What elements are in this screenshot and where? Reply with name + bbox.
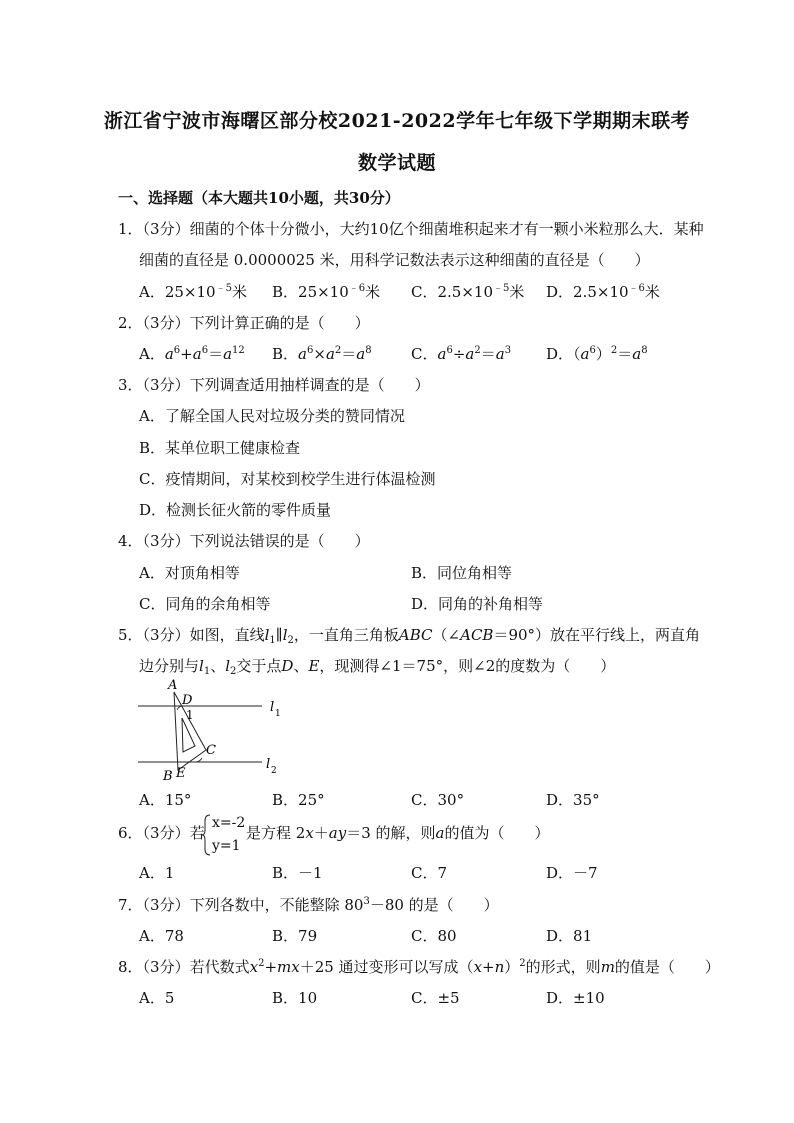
q5-option-b: B．25° <box>272 791 325 809</box>
label-c: C <box>206 743 216 758</box>
q5-option-a: A．15° <box>139 791 192 809</box>
q4-option-d: D．同角的补角相等 <box>411 595 544 613</box>
q6-stem-post: 是方程 2x＋ay＝3 的解，则a的值为（ ） <box>246 824 550 842</box>
q1-option-c: C．$2.5\times 10^{﹣5}$米 <box>411 283 525 301</box>
q7-stem: 7．（3分）下列各数中，不能整除 $80^3-80$ 的是（ ） <box>118 896 499 914</box>
q5-option-d: D．35° <box>546 791 600 809</box>
q7-option-a: A．78 <box>139 927 184 945</box>
q5-stem-line2: 边分别与$l_1$、$l_2$交于点D、E，现测得∠1＝75°，则∠2的度数为（ ） <box>139 657 616 677</box>
q6-system-eq2: y=1 <box>212 838 241 854</box>
q3-option-c: C．疫情期间，对某校到校学生进行体温检测 <box>139 470 436 488</box>
label-e: E <box>176 766 186 781</box>
q5-figure <box>130 676 300 788</box>
q8-option-d: D．±10 <box>546 989 605 1007</box>
q6-option-a: A．1 <box>139 864 175 882</box>
label-l1: l <box>270 700 275 715</box>
q4-stem: 4．（3分）下列说法错误的是（ ） <box>118 532 370 550</box>
label-1: 1 <box>186 708 194 722</box>
q3-option-b: B．某单位职工健康检查 <box>139 439 301 457</box>
q2-option-b: B．$a^6\times a^2=a^8$ <box>272 345 372 363</box>
q3-stem: 3．（3分）下列调查适用抽样调查的是（ ） <box>118 376 430 394</box>
q8-stem: 8．（3分）若代数式$x^2+mx+25$ 通过变形可以写成$(x+n)^2$的形式，则m的值是（ ） <box>118 958 720 976</box>
q1-stem-line1: 1．（3分）细菌的个体十分微小，大约10亿个细菌堆积起来才有一颗小米粒那么大．某种 <box>118 220 704 238</box>
q6-option-d: D．－7 <box>546 864 598 882</box>
q5-stem-line1: 5．（3分）如图，直线$l_1\parallel l_2$，一直角三角板ABC（∠ACB＝90°）放在平行线上，两直角 <box>118 626 701 646</box>
q1-option-d: D．$2.5\times 10^{﹣6}$米 <box>546 283 660 301</box>
q2-stem: 2．（3分）下列计算正确的是（ ） <box>118 314 370 332</box>
q8-option-b: B．10 <box>272 989 318 1007</box>
label-d: D <box>182 693 193 708</box>
q6-stem-pre: 6．（3分）若 <box>118 824 205 842</box>
q5-option-c: C．30° <box>411 791 465 809</box>
q2-option-c: C．$a^6\div a^2=a^3$ <box>411 345 512 363</box>
q8-option-c: C．±5 <box>411 989 460 1007</box>
q1-option-a: A．$25\times 10^{﹣5}$米 <box>139 283 247 301</box>
label-l2: l <box>266 757 271 772</box>
label-l2-sub: 2 <box>271 766 277 776</box>
page-title-line1: 浙江省宁波市海曙区部分校2021-2022学年七年级下学期期末联考 <box>103 110 691 132</box>
q6-option-c: C．7 <box>411 864 448 882</box>
triangle-inner <box>182 718 195 752</box>
page-title-line2: 数学试题 <box>357 152 436 174</box>
q7-option-b: B．79 <box>272 927 318 945</box>
label-l1-sub: 1 <box>275 709 281 719</box>
label-b: B <box>163 769 173 784</box>
q1-option-b: B．$25\times 10^{﹣6}$米 <box>272 283 381 301</box>
label-a: A <box>168 678 178 693</box>
q4-option-c: C．同角的余角相等 <box>139 595 271 613</box>
q4-option-b: B．同位角相等 <box>411 564 513 582</box>
q7-option-c: C．80 <box>411 927 457 945</box>
q8-option-a: A．5 <box>139 989 175 1007</box>
q6-brace <box>202 814 212 856</box>
q2-option-a: A．$a^6+a^6=a^{12}$ <box>139 345 245 363</box>
q6-system-eq1: x=-2 <box>212 815 246 831</box>
q3-option-d: D．检测长征火箭的零件质量 <box>139 501 332 519</box>
q7-option-d: D．81 <box>546 927 593 945</box>
q6-option-b: B．－1 <box>272 864 323 882</box>
q2-option-d: D．$(a^6)^2=a^8$ <box>546 345 648 363</box>
q4-option-a: A．对顶角相等 <box>139 564 240 582</box>
angle-2-arc <box>196 758 202 762</box>
q1-stem-line2: 细菌的直径是 0.0000025 米，用科学记数法表示这种细菌的直径是（ ） <box>139 251 650 269</box>
q3-option-a: A．了解全国人民对垃圾分类的赞同情况 <box>139 407 405 425</box>
section-heading: 一、选择题（本大题共10小题，共30分） <box>118 189 400 207</box>
